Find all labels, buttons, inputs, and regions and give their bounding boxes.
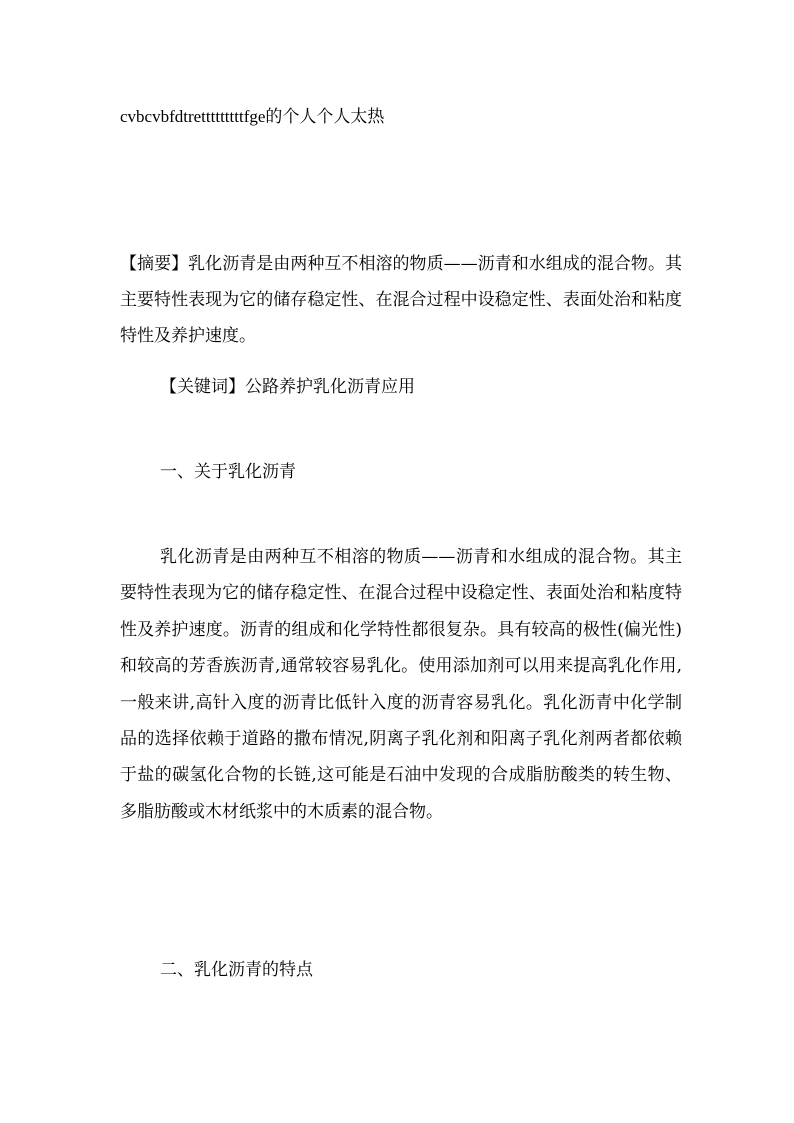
abstract-paragraph: 【摘要】乳化沥青是由两种互不相溶的物质——沥青和水组成的混合物。其主要特性表现为它的储存稳定性、在混合过程中设稳定性、表面处治和粘度特性及养护速度。 xyxy=(120,254,682,346)
section-heading-2: 二、乳化沥青的特点 xyxy=(160,960,313,980)
section-1-paragraph: 乳化沥青是由两种互不相溶的物质——沥青和水组成的混合物。其主要特性表现为它的储存稳定性、在混合过程中设稳定性、表面处治和粘度特性及养护速度。沥青的组成和化学特性都很复杂。具有较高的极性(偏光性)和较高的芳香族沥青,通常较容易乳化。使用添加剂可以用来提高乳化作用,一般来讲,高针入度的沥青比低针入度的沥青容易乳化。乳化沥青中化学制品的选择依赖于道路的撒布情况,阴离子乳化剂和阳离子乳化剂两者都依赖于盐的碳氢化合物的长链,这可能是石油中发现的合成脂肪酸类的转生物、多脂肪酸或木材纸浆中的木质素的混合物。 xyxy=(120,547,682,822)
section-heading-1: 一、关于乳化沥青 xyxy=(160,462,296,482)
keywords-line: 【关键词】公路养护乳化沥青应用 xyxy=(160,377,415,397)
document-title: cvbcvbfdtretttttttttfge的个人个人太热 xyxy=(120,107,385,126)
